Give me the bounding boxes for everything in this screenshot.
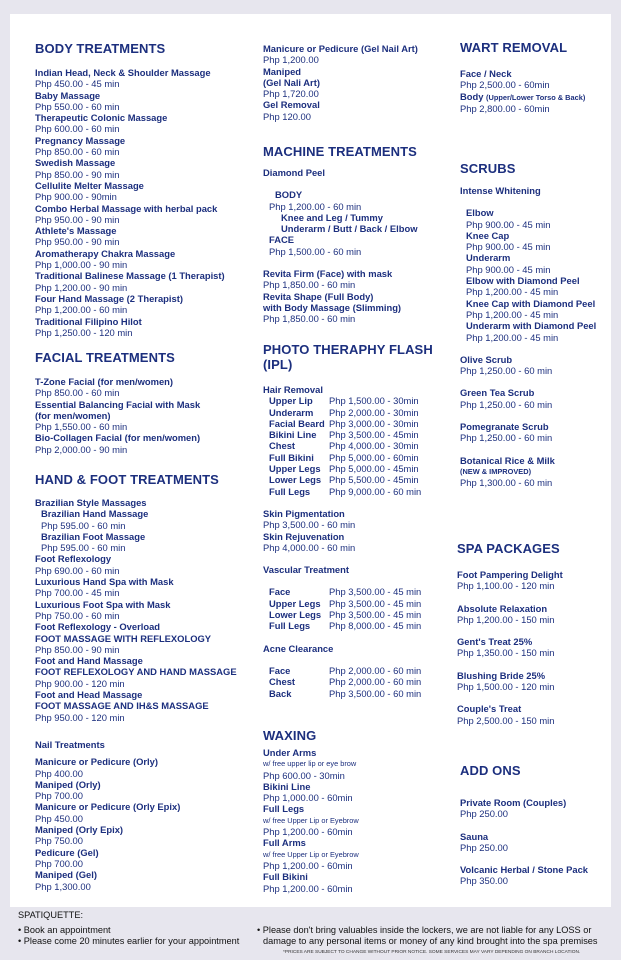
item-price: Php 350.00 bbox=[460, 875, 508, 887]
item-name: Traditional Balinese Massage (1 Therapist) bbox=[35, 270, 225, 282]
item-name: Elbow with Diamond Peel bbox=[466, 275, 580, 287]
row-label: Lower Legs bbox=[269, 474, 322, 486]
treatment-note: (for men/women) bbox=[35, 409, 111, 421]
section-title: BODY TREATMENTS bbox=[35, 41, 166, 56]
row-label: Bikini Line bbox=[269, 429, 317, 441]
treatment-name: Botanical Rice & Milk bbox=[460, 454, 555, 466]
row-price: Php 3,500.00 - 45 min bbox=[329, 609, 422, 621]
item-price: Php 850.00 - 90 min bbox=[35, 168, 120, 180]
row-price: Php 2,000.00 - 60 min bbox=[329, 676, 422, 688]
gel-nail-section bbox=[263, 43, 453, 122]
treatment-price: Php 690.00 - 60 min bbox=[35, 564, 120, 576]
item-price: Php 950.00 - 90 min bbox=[35, 213, 120, 225]
ipl-section bbox=[263, 342, 453, 699]
treatment-name: Under Arms bbox=[263, 747, 317, 758]
treatment-price: Php 1,000.00 - 60min bbox=[263, 792, 353, 804]
item-price: Php 400.00 bbox=[35, 767, 83, 779]
item-name: Traditional Filipino Hilot bbox=[35, 315, 142, 327]
item-price: Php 450.00 - 45 min bbox=[35, 78, 120, 90]
item-name: Manicure or Pedicure (Orly) bbox=[35, 756, 158, 768]
price-rows bbox=[263, 665, 453, 699]
price-row bbox=[269, 407, 453, 418]
item-name: Therapeutic Colonic Massage bbox=[35, 112, 168, 124]
treatment-name: Maniped bbox=[263, 65, 302, 77]
treatment-name: T-Zone Facial (for men/women) bbox=[35, 376, 174, 387]
price-row bbox=[269, 598, 453, 609]
group-label: Brazilian Style Massages bbox=[35, 497, 147, 508]
item-price: Php 850.00 - 60 min bbox=[35, 146, 120, 158]
item-price: Php 1,500.00 - 120 min bbox=[457, 681, 555, 693]
section-title: WAXING bbox=[263, 728, 317, 743]
treatment-list bbox=[35, 67, 235, 338]
treatment-price: Php 850.00 - 60 min bbox=[35, 387, 120, 399]
spa-packages-section bbox=[457, 541, 607, 726]
treatment-note: (Gel Nali Art) bbox=[263, 76, 320, 88]
treatment-name: Gel Removal bbox=[263, 99, 320, 111]
item-name: Indian Head, Neck & Shoulder Massage bbox=[35, 67, 211, 78]
item-name: Manicure or Pedicure (Orly Epix) bbox=[35, 801, 181, 813]
item-name: Knee Cap bbox=[466, 229, 510, 241]
group-label: Diamond Peel bbox=[263, 167, 325, 178]
treatment-name: Manicure or Pedicure (Gel Nail Art) bbox=[263, 43, 418, 54]
treatment-name: Body bbox=[460, 90, 484, 102]
treatment-list bbox=[35, 756, 235, 892]
treatment-name: Full Legs bbox=[263, 803, 305, 815]
row-price: Php 3,500.00 - 45 min bbox=[329, 597, 422, 609]
treatment-price: Php 850.00 - 90 min bbox=[35, 643, 120, 655]
treatment-price: Php 1,850.00 - 60 min bbox=[263, 279, 356, 291]
treatment-name: Olive Scrub bbox=[460, 353, 513, 365]
treatment-name: Pomegranate Scrub bbox=[460, 421, 549, 433]
item-name: Sauna bbox=[460, 830, 489, 842]
item-price: Php 1,200.00 - 60 min bbox=[35, 304, 128, 316]
price-row bbox=[269, 586, 453, 597]
treatment-name: Full Bikini bbox=[263, 871, 308, 883]
treatment-price: Php 595.00 - 60 min bbox=[41, 542, 126, 554]
row-price: Php 4,000.00 - 30min bbox=[329, 440, 419, 452]
treatment-price: Php 1,850.00 - 60 min bbox=[263, 313, 356, 325]
price-rows bbox=[263, 586, 453, 631]
treatment-note: (Upper/Lower Torso & Back) bbox=[486, 92, 586, 102]
price-row bbox=[269, 665, 453, 676]
item-name: Combo Herbal Massage with herbal pack bbox=[35, 202, 218, 214]
item-price: Php 250.00 bbox=[460, 841, 508, 853]
treatment-name: Revita Shape (Full Body) bbox=[263, 290, 374, 302]
price-row bbox=[269, 395, 453, 406]
treatment-detail: FOOT MASSAGE WITH REFLEXOLOGY bbox=[35, 632, 212, 644]
body-treatments-section bbox=[35, 41, 235, 338]
treatment-detail: FOOT MASSAGE AND IH&S MASSAGE bbox=[35, 700, 209, 712]
item-name: Maniped (Orly Epix) bbox=[35, 824, 124, 836]
treatment-price: Php 4,000.00 - 60 min bbox=[263, 541, 356, 553]
price-row bbox=[269, 609, 453, 620]
wart-removal-section bbox=[460, 40, 610, 114]
row-price: Php 2,000.00 - 30min bbox=[329, 406, 419, 418]
item-name: Underarm bbox=[466, 252, 511, 264]
treatment-price: Php 1,200.00 bbox=[263, 54, 319, 66]
section-title: SCRUBS bbox=[460, 161, 516, 176]
facial-treatments-section bbox=[35, 350, 235, 455]
item-name: Absolute Relaxation bbox=[457, 602, 548, 614]
item-name: Pedicure (Gel) bbox=[35, 846, 99, 858]
treatment-price: Php 1,550.00 - 60 min bbox=[35, 421, 128, 433]
treatment-price: Php 1,720.00 bbox=[263, 88, 319, 100]
item-name: Four Hand Massage (2 Therapist) bbox=[35, 292, 183, 304]
item-price: Php 550.00 - 60 min bbox=[35, 100, 120, 112]
group-label: Vascular Treatment bbox=[263, 564, 349, 576]
treatment-name: Foot and Head Massage bbox=[35, 689, 143, 701]
item-name: Knee Cap with Diamond Peel bbox=[466, 297, 596, 309]
treatment-detail: FOOT REFLEXOLOGY AND HAND MASSAGE bbox=[35, 666, 237, 678]
item-name: Gent's Treat 25% bbox=[457, 636, 533, 648]
treatment-name: Bikini Line bbox=[263, 780, 311, 792]
item-name: Elbow bbox=[466, 207, 494, 219]
row-label: Face bbox=[269, 586, 291, 598]
item-price: Php 950.00 - 90 min bbox=[35, 236, 120, 248]
row-price: Php 2,000.00 - 60 min bbox=[329, 664, 422, 676]
treatment-price: Php 1,250.00 - 60 min bbox=[460, 432, 553, 444]
etiquette-item: • Please come 20 minutes earlier for your appointment bbox=[18, 936, 240, 946]
spatiquette-title: SPATIQUETTE: bbox=[18, 910, 83, 920]
treatment-price: Php 750.00 - 60 min bbox=[35, 609, 120, 621]
machine-treatments-section bbox=[263, 144, 453, 325]
item-name: Foot Pampering Delight bbox=[457, 569, 563, 580]
item-price: Php 1,200.00 - 45 min bbox=[466, 286, 559, 298]
row-label: Lower Legs bbox=[269, 609, 322, 621]
item-price: Php 2,500.00 - 150 min bbox=[457, 714, 555, 726]
row-price: Php 5,500.00 - 45min bbox=[329, 474, 419, 486]
treatment-price: Php 2,800.00 - 60min bbox=[460, 102, 550, 114]
group-label: Intense Whitening bbox=[460, 185, 541, 196]
row-label: Upper Lip bbox=[269, 395, 313, 407]
treatment-name: FACE bbox=[269, 234, 295, 246]
price-row bbox=[269, 463, 453, 474]
add-ons-section bbox=[460, 763, 610, 887]
section-title: ADD ONS bbox=[460, 763, 521, 778]
section-subtitle: (IPL) bbox=[263, 357, 293, 372]
item-name: Blushing Bride 25% bbox=[457, 669, 546, 681]
row-label: Full Legs bbox=[269, 485, 311, 497]
scrubs-section bbox=[460, 161, 610, 489]
row-label: Upper Legs bbox=[269, 463, 321, 475]
item-price: Php 1,200.00 - 150 min bbox=[457, 613, 555, 625]
item-price: Php 1,100.00 - 120 min bbox=[457, 580, 555, 592]
item-name: Baby Massage bbox=[35, 89, 101, 101]
item-name: Cellulite Melter Massage bbox=[35, 179, 144, 191]
item-price: Php 900.00 - 45 min bbox=[466, 263, 551, 275]
item-price: Php 900.00 - 90min bbox=[35, 191, 117, 203]
item-price: Php 700.00 bbox=[35, 790, 83, 802]
price-row bbox=[269, 418, 453, 429]
treatment-price: Php 1,200.00 - 60min bbox=[263, 859, 353, 871]
item-name: Underarm with Diamond Peel bbox=[466, 320, 597, 332]
treatment-name: BODY bbox=[275, 189, 303, 201]
item-price: Php 1,200.00 - 45 min bbox=[466, 308, 559, 320]
treatment-name: Skin Rejuvenation bbox=[263, 530, 345, 542]
row-price: Php 3,000.00 - 30min bbox=[329, 417, 419, 429]
treatment-name: Luxurious Foot Spa with Mask bbox=[35, 598, 171, 610]
treatment-price: Php 1,200.00 - 60min bbox=[263, 882, 353, 894]
treatment-name: Foot Reflexology - Overload bbox=[35, 621, 161, 633]
row-label: Chest bbox=[269, 440, 296, 452]
section-title: PHOTO THERAPHY FLASH bbox=[263, 342, 433, 357]
group-label: Acne Clearance bbox=[263, 642, 334, 654]
treatment-price: Php 1,500.00 - 60 min bbox=[269, 245, 362, 257]
section-title: MACHINE TREATMENTS bbox=[263, 144, 417, 159]
treatment-detail: with Body Massage (Slimming) bbox=[263, 301, 402, 313]
nail-treatments-section bbox=[35, 739, 235, 892]
etiquette-item: • Book an appointment bbox=[18, 925, 111, 935]
row-label: Upper Legs bbox=[269, 597, 321, 609]
section-title: SPA PACKAGES bbox=[457, 541, 560, 556]
treatment-name: Green Tea Scrub bbox=[460, 387, 535, 399]
item-name: Maniped (Orly) bbox=[35, 778, 101, 790]
item-price: Php 700.00 bbox=[35, 857, 83, 869]
group-label: Hair Removal bbox=[263, 384, 323, 395]
section-title: HAND & FOOT TREATMENTS bbox=[35, 472, 219, 487]
item-price: Php 1,200.00 - 45 min bbox=[466, 331, 559, 343]
item-price: Php 750.00 bbox=[35, 835, 83, 847]
treatment-price: Php 3,500.00 - 60 min bbox=[263, 519, 356, 531]
section-title: FACIAL TREATMENTS bbox=[35, 350, 175, 365]
treatment-price: Php 2,000.00 - 90 min bbox=[35, 443, 128, 455]
price-row bbox=[269, 620, 453, 631]
treatment-price: Php 1,200.00 - 60 min bbox=[269, 200, 362, 212]
item-price: Php 900.00 - 45 min bbox=[466, 218, 551, 230]
treatment-price: Php 950.00 - 120 min bbox=[35, 711, 125, 723]
treatment-price: Php 120.00 bbox=[263, 110, 311, 122]
price-row bbox=[269, 486, 453, 497]
row-label: Full Bikini bbox=[269, 451, 314, 463]
treatment-price: Php 1,200.00 - 60min bbox=[263, 826, 353, 838]
treatment-price: Php 1,250.00 - 60 min bbox=[460, 398, 553, 410]
treatment-note: w/ free Upper Lip or Eyebrow bbox=[263, 815, 359, 825]
treatment-price: Php 900.00 - 120 min bbox=[35, 677, 125, 689]
treatment-name: Bio-Collagen Facial (for men/women) bbox=[35, 432, 201, 444]
treatment-detail: Underarm / Butt / Back / Elbow bbox=[281, 223, 418, 235]
item-name: Private Room (Couples) bbox=[460, 797, 567, 808]
item-price: Php 600.00 - 60 min bbox=[35, 123, 120, 135]
item-name: Swedish Massage bbox=[35, 157, 116, 169]
item-price: Php 1,000.00 - 90 min bbox=[35, 259, 128, 271]
item-name: Pregnancy Massage bbox=[35, 134, 126, 146]
row-price: Php 1,500.00 - 30min bbox=[329, 395, 419, 407]
price-row bbox=[269, 474, 453, 485]
treatment-name: Foot and Hand Massage bbox=[35, 655, 143, 667]
item-price: Php 450.00 bbox=[35, 812, 83, 824]
treatment-note: w/ free upper lip or eye brow bbox=[263, 759, 357, 769]
treatment-price: Php 1,250.00 - 60 min bbox=[460, 365, 553, 377]
hand-foot-section bbox=[35, 472, 250, 723]
row-price: Php 3,500.00 - 60 min bbox=[329, 687, 422, 699]
section-title: WART REMOVAL bbox=[460, 40, 568, 55]
treatment-price: Php 600.00 - 30min bbox=[263, 769, 345, 781]
item-price: Php 900.00 - 45 min bbox=[466, 241, 551, 253]
item-name: Maniped (Gel) bbox=[35, 869, 97, 881]
item-name: Volcanic Herbal / Stone Pack bbox=[460, 864, 588, 876]
item-price: Php 250.00 bbox=[460, 808, 508, 820]
treatment-note: (NEW & IMPROVED) bbox=[460, 466, 532, 476]
row-price: Php 9,000.00 - 60 min bbox=[329, 485, 422, 497]
treatment-name: Foot Reflexology bbox=[35, 553, 112, 565]
row-price: Php 3,500.00 - 45 min bbox=[329, 586, 422, 598]
row-label: Face bbox=[269, 664, 291, 676]
treatment-name: Revita Firm (Face) with mask bbox=[263, 268, 393, 280]
waxing-section bbox=[263, 728, 453, 894]
price-row bbox=[269, 676, 453, 687]
row-label: Back bbox=[269, 687, 292, 699]
etiquette-item-cont: damage to any personal items or money of any kind brought into the spa premises bbox=[263, 936, 598, 946]
item-price: Php 1,250.00 - 120 min bbox=[35, 326, 133, 338]
treatment-price: Php 595.00 - 60 min bbox=[41, 519, 126, 531]
row-price: Php 3,500.00 - 45min bbox=[329, 429, 419, 441]
treatment-name: Face / Neck bbox=[460, 68, 512, 79]
treatment-detail: Knee and Leg / Tummy bbox=[281, 211, 383, 223]
row-price: Php 5,000.00 - 60min bbox=[329, 451, 419, 463]
treatment-list bbox=[460, 207, 610, 343]
item-name: Couple's Treat bbox=[457, 703, 522, 715]
row-label: Underarm bbox=[269, 406, 314, 418]
row-label: Facial Beard bbox=[269, 417, 325, 429]
treatment-name: Full Arms bbox=[263, 837, 306, 849]
treatment-name: Essential Balancing Facial with Mask bbox=[35, 398, 201, 410]
treatment-name: Brazilian Foot Massage bbox=[41, 530, 146, 542]
price-row bbox=[269, 452, 453, 463]
row-price: Php 8,000.00 - 45 min bbox=[329, 620, 422, 632]
row-label: Full Legs bbox=[269, 620, 311, 632]
price-row bbox=[269, 429, 453, 440]
treatment-price: Php 700.00 - 45 min bbox=[35, 587, 120, 599]
item-price: Php 1,350.00 - 150 min bbox=[457, 647, 555, 659]
treatment-name: Luxurious Hand Spa with Mask bbox=[35, 576, 174, 588]
treatment-name: Skin Pigmentation bbox=[263, 507, 345, 519]
etiquette-item: • Please don't bring valuables inside the lockers, we are not liable for any LOSS or bbox=[257, 925, 592, 935]
price-rows bbox=[263, 395, 453, 497]
price-row bbox=[269, 688, 453, 699]
item-price: Php 1,300.00 bbox=[35, 880, 91, 892]
section-title: Nail Treatments bbox=[35, 739, 105, 750]
package-list bbox=[457, 569, 607, 726]
item-name: Aromatherapy Chakra Massage bbox=[35, 247, 176, 259]
addon-list bbox=[460, 797, 610, 887]
treatment-name: Brazilian Hand Massage bbox=[41, 508, 149, 520]
treatment-price: Php 1,300.00 - 60 min bbox=[460, 477, 553, 489]
item-price: Php 1,200.00 - 90 min bbox=[35, 281, 128, 293]
item-name: Athlete's Massage bbox=[35, 225, 117, 237]
price-disclaimer: *PRICES ARE SUBJECT TO CHANGE WITHOUT PRIOR NOTICE. SOME SERVICES MAY VARY DEPENDING ON BRANCH LOCATION. bbox=[283, 950, 581, 955]
treatment-note: w/ free Upper Lip or Eyebrow bbox=[263, 849, 359, 859]
row-price: Php 5,000.00 - 45min bbox=[329, 463, 419, 475]
price-row bbox=[269, 440, 453, 451]
treatment-price: Php 2,500.00 - 60min bbox=[460, 79, 550, 91]
row-label: Chest bbox=[269, 676, 296, 688]
